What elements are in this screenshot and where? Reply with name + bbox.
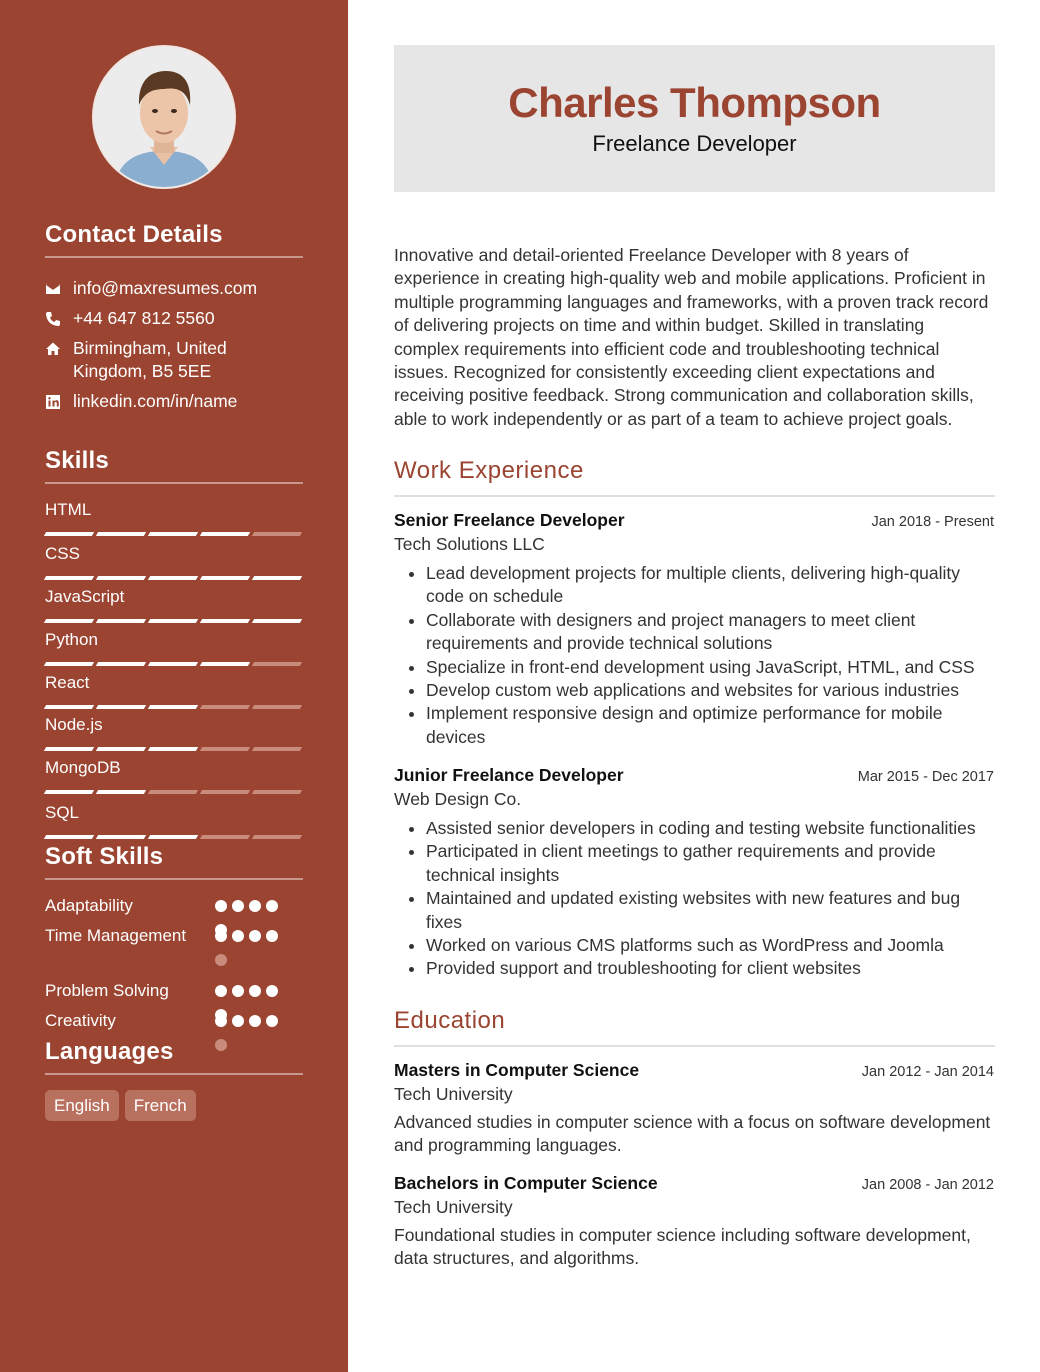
skill-level-segment (44, 835, 94, 839)
work-dates: Jan 2018 - Present (871, 514, 994, 530)
contact-address (45, 337, 305, 383)
skill-level-segment (148, 790, 198, 794)
skill-name: HTML (45, 500, 92, 519)
skills-heading: Skills (45, 447, 303, 484)
degree-title: Masters in Computer Science (394, 1060, 640, 1080)
sidebar (0, 0, 348, 1372)
languages-list (45, 1090, 196, 1121)
address-line-2: Kingdom, B5 5EE (73, 361, 212, 381)
skill-level-segment (44, 619, 94, 623)
skill-level-segment (96, 790, 146, 794)
person-title: Freelance Developer (592, 131, 797, 156)
skill-level-segment (148, 662, 198, 666)
skill-item (45, 758, 303, 794)
list-item: • Develop custom web applications and websites for various industries (426, 679, 994, 702)
list-item: • Specialize in front-end development using JavaScript, HTML, and CSS (426, 656, 994, 679)
summary-text: Innovative and detail-oriented Freelance Developer with 8 years of experience in creating high-quality web and mobile applications. Proficient in multiple programming languages and frameworks, with a proven track record of delivering projects on time and within budget. Skilled in translating complex requirements into efficient code and troubleshooting technical issues. Recognized for consistently exceeding client expectations and receiving positive feedback. Strong communication and collaboration skills, able to work independently or as part of a team to achieve project goals. (394, 245, 989, 429)
skill-level-segment (96, 747, 146, 751)
rating-dot (232, 1015, 244, 1027)
list-item: • Lead development projects for multiple clients, delivering high-quality code on schedule (426, 562, 994, 609)
soft-skill-label: Problem Solving (45, 981, 169, 1000)
work-bullets (394, 562, 994, 749)
rating-dot (232, 900, 244, 912)
skill-level-segment (148, 576, 198, 580)
skill-level-bar (45, 576, 303, 580)
skill-level-segment (96, 532, 146, 536)
soft-skill-label: Adaptability (45, 896, 133, 915)
education-entry (394, 1172, 994, 1271)
skill-level-segment (44, 576, 94, 580)
skill-level-segment (200, 705, 250, 709)
skill-item (45, 587, 303, 623)
skill-level-segment (252, 532, 302, 536)
list-item: • Maintained and updated existing websites with new features and bug fixes (426, 887, 994, 934)
skill-level-segment (200, 790, 250, 794)
list-item: • Collaborate with designers and project managers to meet client requirements and provide technical solutions (426, 609, 994, 656)
skill-level-segment (148, 747, 198, 751)
home-icon (45, 337, 73, 360)
skill-level-bar (45, 532, 303, 536)
work-experience-heading: Work Experience (394, 456, 995, 497)
list-item: • Assisted senior developers in coding and testing website functionalities (426, 817, 994, 840)
work-role: Senior Freelance Developer (394, 510, 625, 530)
education-description: Foundational studies in computer science including software development, data structures, and algorithms. (394, 1225, 971, 1269)
skill-item (45, 500, 303, 536)
list-item: • Participated in client meetings to gather requirements and provide technical insights (426, 840, 994, 887)
skill-item (45, 630, 303, 666)
school-name: Tech University (394, 1197, 513, 1217)
language-chip: French (125, 1090, 196, 1121)
skill-name: React (45, 673, 90, 692)
skill-level-segment (200, 619, 250, 623)
skill-level-segment (44, 790, 94, 794)
list-item: • Implement responsive design and optimize performance for mobile devices (426, 702, 994, 749)
skill-level-segment (252, 619, 302, 623)
skill-level-bar (45, 619, 303, 623)
skill-level-segment (148, 835, 198, 839)
rating-dot (232, 930, 244, 942)
list-item: • Worked on various CMS platforms such as WordPress and Joomla (426, 934, 994, 957)
work-company: Web Design Co. (394, 789, 522, 809)
work-dates: Mar 2015 - Dec 2017 (857, 769, 994, 785)
skill-level-bar (45, 662, 303, 666)
skill-level-segment (200, 576, 250, 580)
work-company: Tech Solutions LLC (394, 534, 545, 554)
rating-dot (266, 930, 278, 942)
skill-name: SQL (45, 803, 80, 822)
skill-level-segment (252, 835, 302, 839)
rating-dot (249, 985, 261, 997)
rating-dot (266, 985, 278, 997)
skill-level-segment (44, 705, 94, 709)
skill-level-segment (148, 705, 198, 709)
rating-dot (249, 900, 261, 912)
education-description: Advanced studies in computer science with a focus on software development and programming languages. (394, 1112, 991, 1156)
skill-level-segment (44, 532, 94, 536)
soft-skill-label: Creativity (45, 1011, 116, 1030)
profile-photo (94, 47, 234, 187)
linkedin-icon (45, 390, 73, 413)
skill-level-segment (200, 662, 250, 666)
rating-dot (215, 1015, 227, 1027)
contact-phone[interactable] (45, 307, 305, 330)
skill-level-segment (96, 835, 146, 839)
language-chip: English (45, 1090, 119, 1121)
skill-level-segment (96, 619, 146, 623)
education-dates: Jan 2008 - Jan 2012 (861, 1177, 994, 1193)
rating-dot (215, 930, 227, 942)
skill-level-segment (200, 532, 250, 536)
list-item: • Provided support and troubleshooting for client websites (426, 957, 994, 980)
skill-level-segment (252, 662, 302, 666)
rating-dot (215, 954, 227, 966)
skill-level-segment (200, 747, 250, 751)
rating-dot (215, 900, 227, 912)
skill-level-bar (45, 835, 303, 839)
envelope-icon (45, 277, 73, 300)
work-bullets (394, 817, 994, 981)
skill-level-bar (45, 747, 303, 751)
rating-dot (249, 1015, 261, 1027)
degree-title: Bachelors in Computer Science (394, 1173, 658, 1193)
work-entry (394, 764, 994, 981)
contact-email[interactable] (45, 277, 305, 300)
contact-details-heading: Contact Details (45, 221, 303, 258)
skill-level-segment (148, 619, 198, 623)
skill-level-segment (252, 576, 302, 580)
skill-level-bar (45, 705, 303, 709)
address-text (73, 337, 227, 383)
skill-item (45, 544, 303, 580)
skill-level-segment (252, 705, 302, 709)
skill-name: JavaScript (45, 587, 125, 606)
rating-dot (266, 900, 278, 912)
rating-dot (232, 985, 244, 997)
skill-item (45, 715, 303, 751)
skill-level-segment (96, 662, 146, 666)
school-name: Tech University (394, 1084, 513, 1104)
phone-text: +44 647 812 5560 (73, 308, 215, 328)
skill-level-segment (200, 835, 250, 839)
skill-name: Python (45, 630, 98, 649)
work-entry (394, 509, 994, 749)
skill-name: MongoDB (45, 758, 121, 777)
education-dates: Jan 2012 - Jan 2014 (861, 1064, 994, 1080)
person-name: Charles Thompson (508, 79, 881, 126)
phone-icon (45, 307, 73, 330)
skill-name: Node.js (45, 715, 103, 734)
education-entry (394, 1059, 994, 1158)
skill-level-segment (96, 576, 146, 580)
skill-level-segment (148, 532, 198, 536)
languages-heading: Languages (45, 1038, 303, 1075)
address-line-1: Birmingham, United (73, 338, 227, 358)
skill-level-segment (44, 747, 94, 751)
skill-level-bar (45, 790, 303, 794)
email-text: info@maxresumes.com (73, 278, 258, 298)
soft-skill-label: Time Management (45, 926, 187, 945)
skill-level-segment (44, 662, 94, 666)
education-heading: Education (394, 1006, 995, 1047)
skill-level-segment (252, 747, 302, 751)
header-box (394, 45, 995, 192)
skill-name: CSS (45, 544, 80, 563)
rating-dot (215, 985, 227, 997)
contact-linkedin[interactable] (45, 390, 305, 413)
work-role: Junior Freelance Developer (394, 765, 624, 785)
skill-level-segment (96, 705, 146, 709)
soft-skills-heading: Soft Skills (45, 843, 303, 880)
skill-item (45, 673, 303, 709)
skill-item (45, 803, 303, 839)
rating-dot (249, 930, 261, 942)
rating-dot (266, 1015, 278, 1027)
avatar (92, 45, 236, 189)
linkedin-text: linkedin.com/in/name (73, 391, 238, 411)
skill-level-segment (252, 790, 302, 794)
